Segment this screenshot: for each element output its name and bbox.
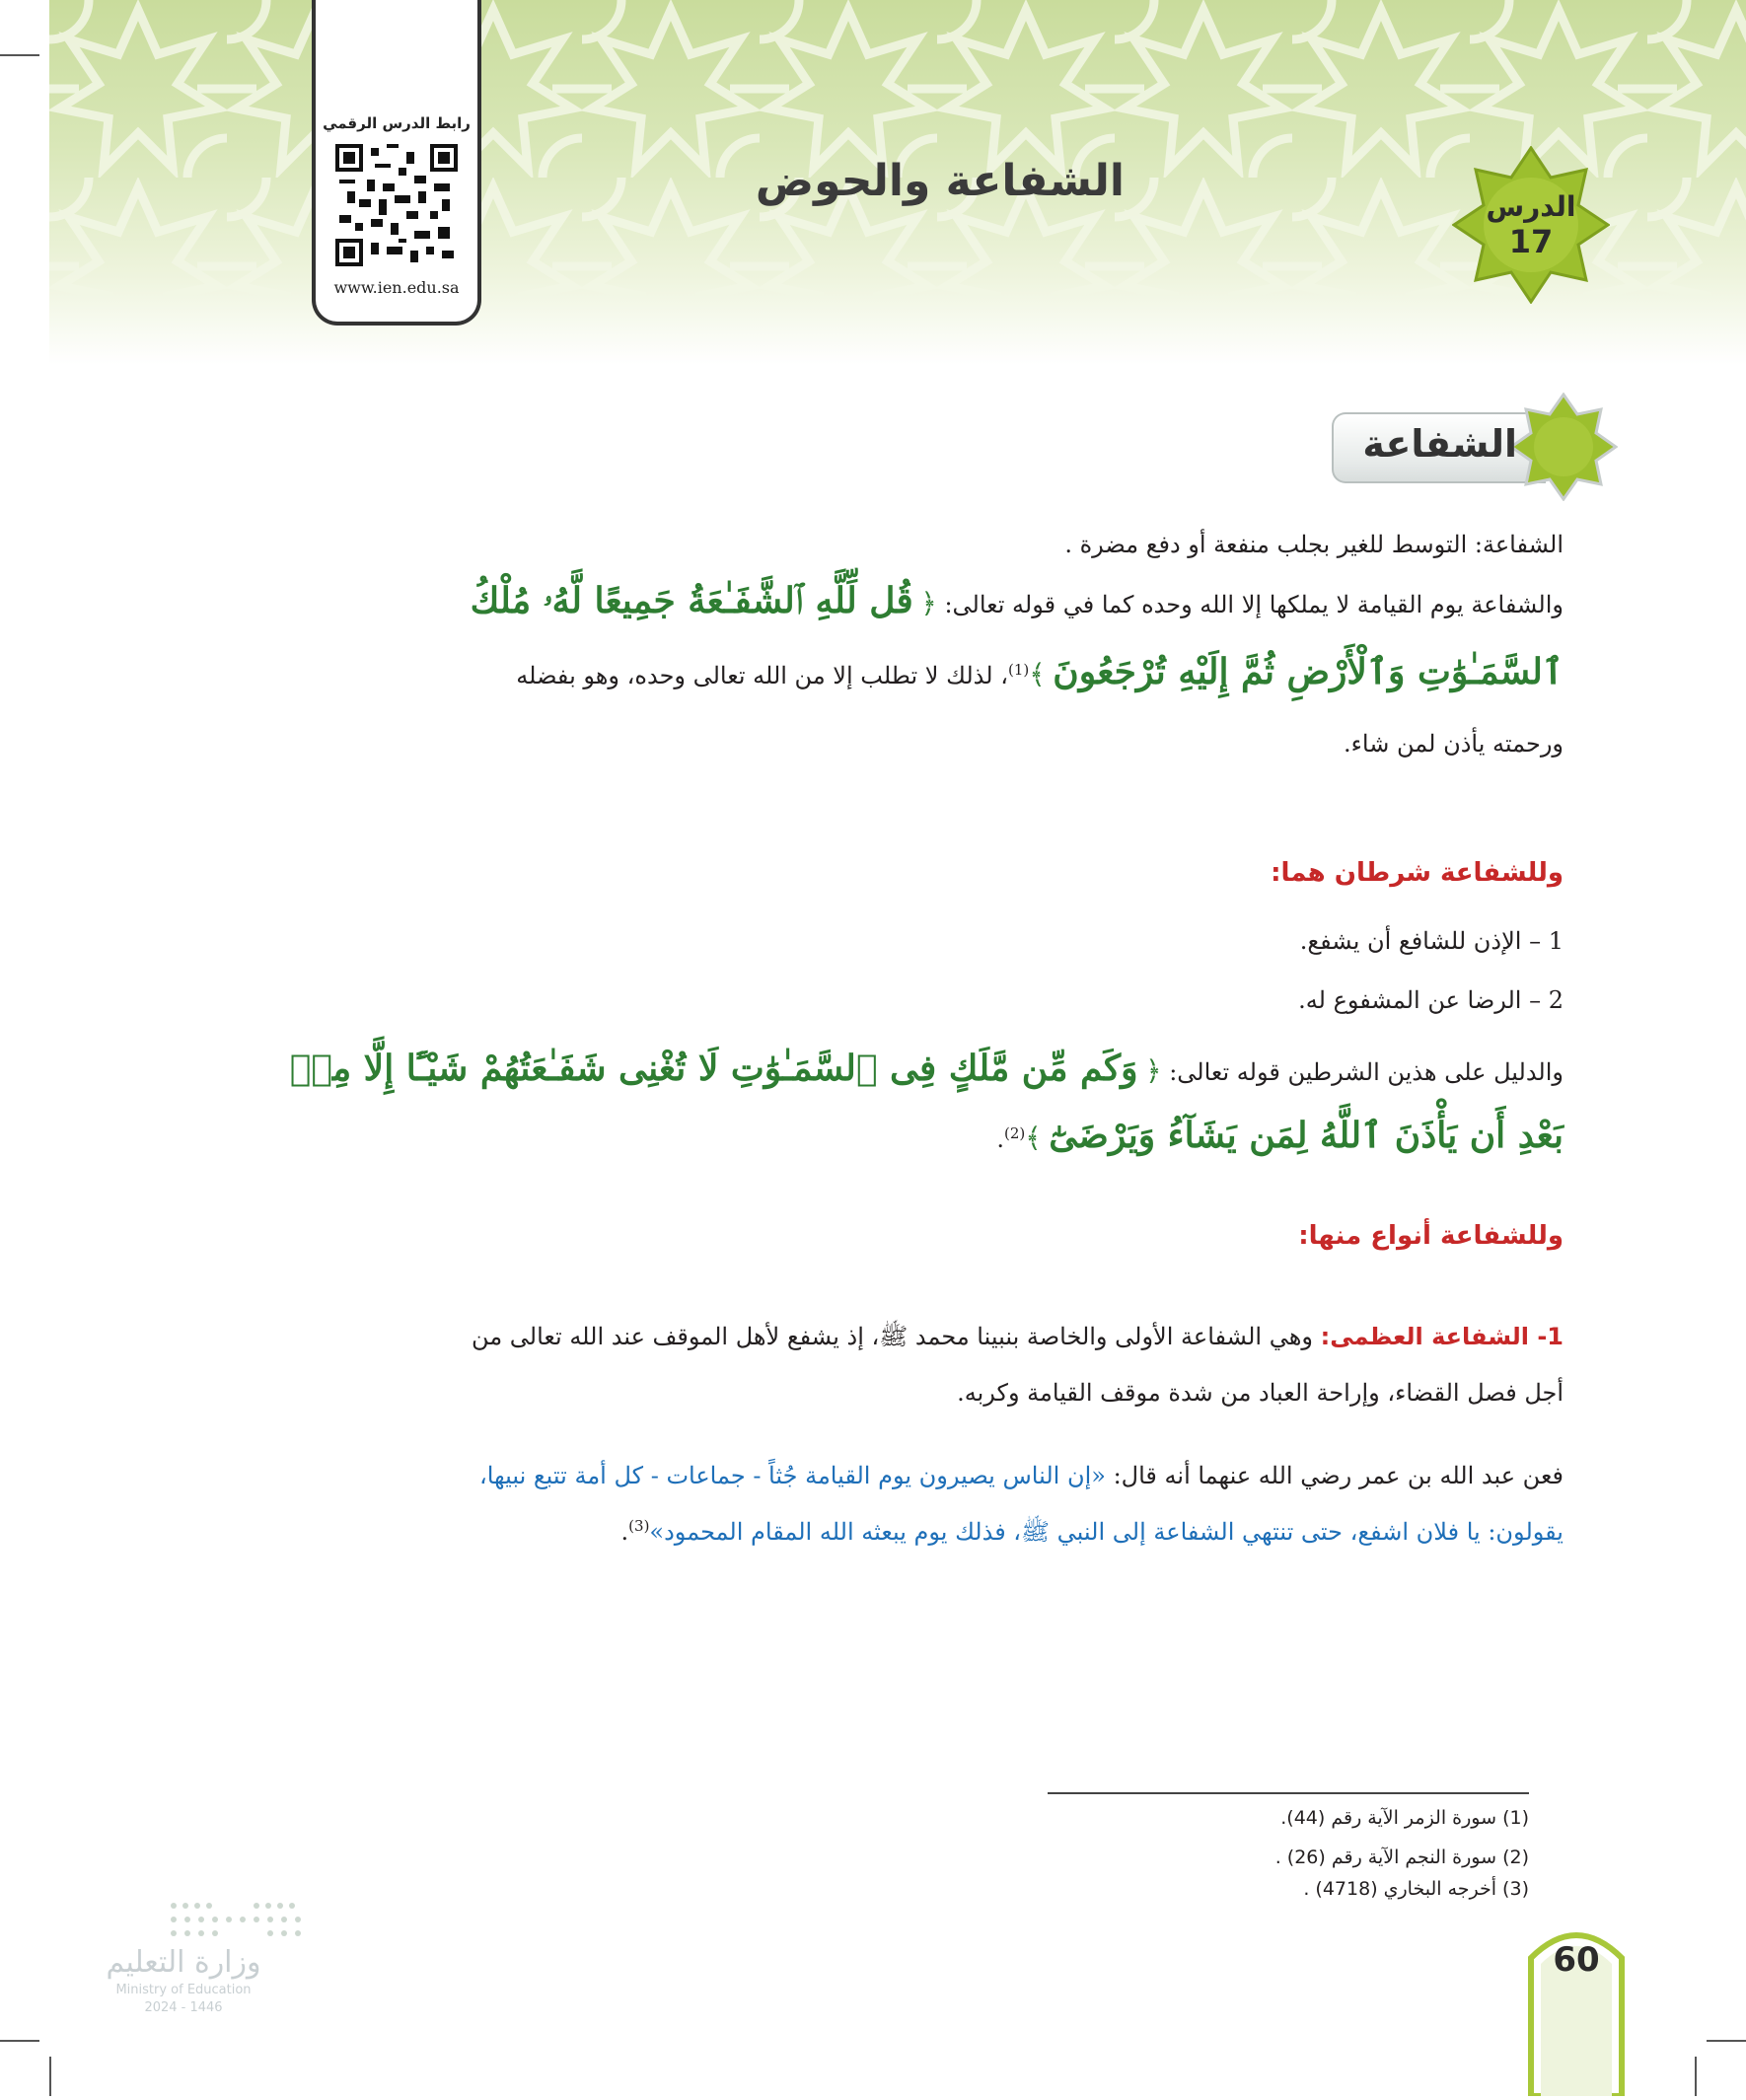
quran-verse: ٱلسَّمَـٰوَٰتِ وَٱلْأَرْضِ ثُمَّ إِلَيْهِ تُرْجَعُونَ bbox=[1053, 651, 1564, 692]
definition-paragraph: الشفاعة: التوسط للغير بجلب منفعة أو دفع مضرة . bbox=[1064, 531, 1564, 558]
paragraph-line: يقولون: يا فلان اشفع، حتى تنتهي الشفاعة إلى النبي ﷺ، فذلك يوم يبعثه الله المقام المحمود»$^{(3)}$. bbox=[620, 1517, 1564, 1546]
footnote: (2) سورة النجم الآية رقم (26) . bbox=[1274, 1847, 1529, 1868]
quran-verse: بَعْدِ أَن يَأْذَنَ ٱللَّهُ لِمَن يَشَآءُ وَيَرْضَىٰٓ bbox=[1049, 1115, 1564, 1156]
quran-bracket-close-icon: ﴾ bbox=[1029, 658, 1046, 690]
hadith-text: يقولون: يا فلان اشفع، حتى تنتهي الشفاعة إلى النبي ﷺ، فذلك يوم يبعثه الله المقام المحمود» bbox=[649, 1518, 1564, 1546]
crop-mark bbox=[1695, 2057, 1697, 2096]
footnote: (3) أخرجه البخاري (4718) . bbox=[1303, 1878, 1529, 1900]
qr-caption: رابط الدرس الرقمي bbox=[323, 114, 471, 132]
section-heading bbox=[1322, 393, 1628, 501]
ministry-name-ar: وزارة التعليم bbox=[106, 1945, 261, 1980]
octagram-icon bbox=[1509, 393, 1618, 501]
paragraph-line bbox=[153, 651, 1564, 692]
quran-verse: قُل لِّلَّهِ ٱلشَّفَـٰعَةُ جَمِيعًا لَّهُۥ مُلْكُ bbox=[470, 580, 913, 621]
paragraph-line bbox=[153, 580, 1564, 622]
types-heading: وللشفاعة أنواع منها: bbox=[1298, 1221, 1564, 1251]
ministry-year: 2024 - 1446 bbox=[144, 2000, 223, 2015]
quran-verse: وَكَم مِّن مَّلَكٍ فِى ٱلسَّمَـٰوَٰتِ لَا تُغْنِى شَفَـٰعَتُهُمْ شَيْـًٔا إِلَّا مِنۢ bbox=[289, 1048, 1138, 1089]
paragraph-line bbox=[153, 1048, 1564, 1089]
paragraph-line bbox=[153, 1462, 1564, 1489]
hadith-text: «إن الناس يصيرون يوم القيامة جُثاً - جماعات - كل أمة تتبع نبيها، bbox=[478, 1462, 1106, 1489]
conditions-heading: وللشفاعة شرطان هما: bbox=[1271, 858, 1564, 888]
paragraph-line: أجل فصل القضاء، وإراحة العباد من شدة موقف القيامة وكربه. bbox=[957, 1379, 1564, 1407]
quran-bracket-open-icon: ﴿ bbox=[1145, 1054, 1162, 1087]
type-label: 1- الشفاعة العظمى: bbox=[1320, 1323, 1564, 1350]
footnote: (1) سورة الزمر الآية رقم (44). bbox=[1280, 1807, 1529, 1829]
ministry-logo bbox=[95, 1894, 331, 2032]
qr-card[interactable] bbox=[312, 0, 481, 326]
paragraph-text: وهي الشفاعة الأولى والخاصة بنبينا محمد ﷺ، إذ يشفع لأهل الموقف عند الله تعالى من bbox=[472, 1323, 1313, 1350]
paragraph-text: ، لذلك لا تطلب إلا من الله تعالى وحده، وهو بفضله bbox=[516, 662, 1008, 689]
footnote-ref: (3) bbox=[628, 1517, 650, 1535]
qr-url[interactable]: www.ien.edu.sa bbox=[333, 278, 460, 297]
page-number: 60 bbox=[1553, 1940, 1600, 1980]
lesson-label: الدرس bbox=[1486, 190, 1576, 223]
condition-item: 2 – الرضا عن المشفوع له. bbox=[1298, 986, 1564, 1014]
qr-code-icon[interactable] bbox=[335, 144, 458, 266]
paragraph-text: فعن عبد الله بن عمر رضي الله عنهما أنه قال: bbox=[1113, 1462, 1564, 1489]
ministry-name-en: Ministry of Education bbox=[115, 1983, 252, 1997]
quran-bracket-open-icon: ﴿ bbox=[920, 587, 937, 619]
ministry-dots-icon bbox=[95, 1894, 331, 1953]
page-number-tab bbox=[1527, 1919, 1626, 2096]
crop-mark bbox=[0, 54, 39, 56]
paragraph-line bbox=[153, 1322, 1564, 1356]
paragraph-line: ورحمته يأذن لمن شاء. bbox=[1344, 730, 1564, 758]
footnote-ref: (2) bbox=[1003, 1124, 1026, 1142]
paragraph-text: والدليل على هذين الشرطين قوله تعالى: bbox=[1169, 1058, 1564, 1086]
paragraph-line: بَعْدِ أَن يَأْذَنَ ٱللَّهُ لِمَن يَشَآءُ وَيَرْضَىٰٓ ﴾$^{(2)}$. bbox=[996, 1115, 1564, 1156]
crop-mark bbox=[0, 2040, 39, 2042]
page-title: الشفاعة والحوض bbox=[755, 156, 1125, 206]
quran-bracket-close-icon: ﴾ bbox=[1025, 1122, 1042, 1154]
condition-item: 1 – الإذن للشافع أن يشفع. bbox=[1299, 927, 1564, 955]
crop-mark bbox=[49, 2057, 51, 2096]
paragraph-text: والشفاعة يوم القيامة لا يملكها إلا الله وحده كما في قوله تعالى: bbox=[944, 591, 1564, 618]
footnote-ref: (1) bbox=[1007, 661, 1030, 679]
crop-mark bbox=[1707, 2040, 1746, 2042]
footnote-divider bbox=[1048, 1792, 1529, 1794]
lesson-number: 17 bbox=[1508, 223, 1554, 260]
lesson-badge bbox=[1452, 146, 1610, 304]
section-heading-text: الشفاعة bbox=[1362, 422, 1517, 466]
